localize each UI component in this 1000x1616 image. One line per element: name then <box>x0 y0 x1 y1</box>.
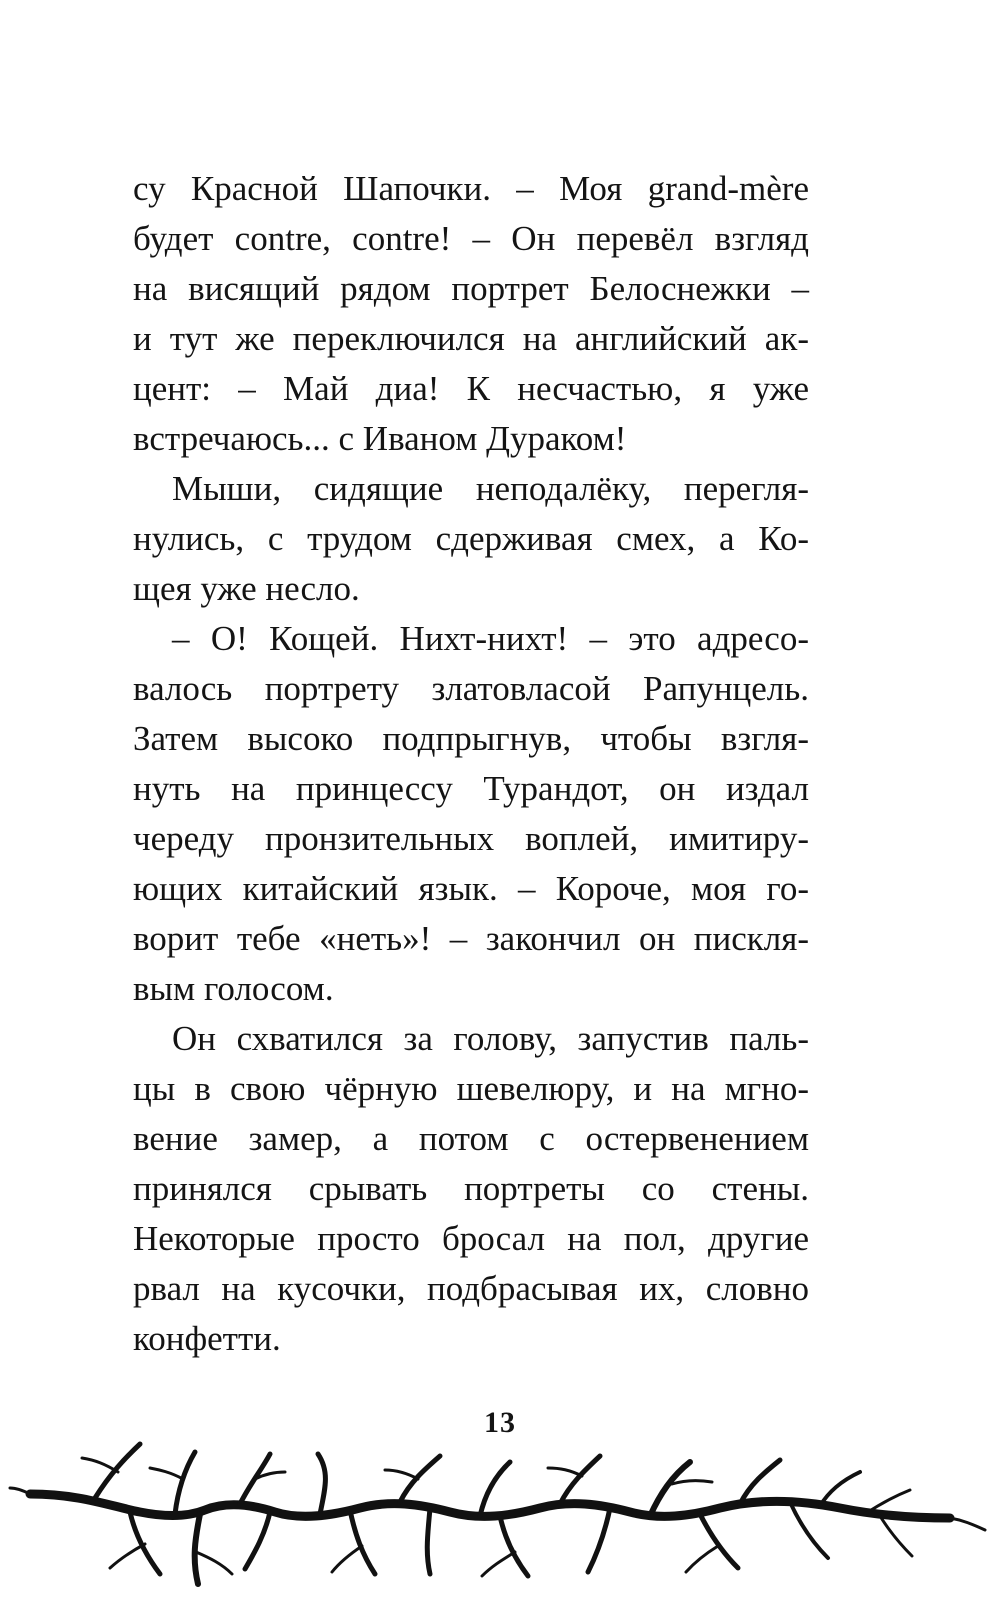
text-line: нуть на принцессу Турандот, он издал <box>133 769 809 808</box>
text-line: ющих китайский язык. – Короче, моя го- <box>133 869 809 908</box>
text-line: валось портрету златовласой Рапунцель. <box>133 669 809 708</box>
text-line: цы в свою чёрную шевелюру, и на мгно- <box>133 1069 809 1108</box>
page-number: 13 <box>484 1406 516 1439</box>
text-line: вым голосом. <box>133 969 334 1008</box>
body-text <box>133 164 809 1364</box>
text-line: на висящий рядом портрет Белоснежки – <box>133 269 809 308</box>
text-line: щея уже несло. <box>133 569 360 608</box>
text-line: ворит тебе «неть»! – закончил он пискля- <box>133 919 809 958</box>
text-line: цент: – Май диа! К несчастью, я уже <box>133 369 809 408</box>
text-line: череду пронзительных воплей, имитиру- <box>133 819 809 858</box>
text-line: рвал на кусочки, подбрасывая их, словно <box>133 1269 809 1308</box>
text-line: Затем высоко подпрыгнув, чтобы взгля- <box>133 719 809 758</box>
text-line: нулись, с трудом сдерживая смех, а Ко- <box>133 519 809 558</box>
text-line: – О! Кощей. Нихт-нихт! – это адресо- <box>172 619 809 658</box>
text-line: встречаюсь... с Иваном Дураком! <box>133 419 627 458</box>
text-line: и тут же переключился на английский ак- <box>133 319 809 358</box>
text-line: су Красной Шапочки. – Моя grand-mère <box>133 169 809 208</box>
text-line: Некоторые просто бросал на пол, другие <box>133 1219 809 1258</box>
text-line: конфетти. <box>133 1319 281 1358</box>
text-line: принялся срывать портреты со стены. <box>133 1169 809 1208</box>
text-line: Мыши, сидящие неподалёку, перегля- <box>172 469 809 508</box>
text-line: будет contre, contre! – Он перевёл взгляд <box>133 219 809 258</box>
text-line: вение замер, а потом с остервенением <box>133 1119 809 1158</box>
text-line: Он схватился за голову, запустив паль- <box>172 1019 809 1058</box>
bare-branches-ornament <box>0 1434 1000 1604</box>
